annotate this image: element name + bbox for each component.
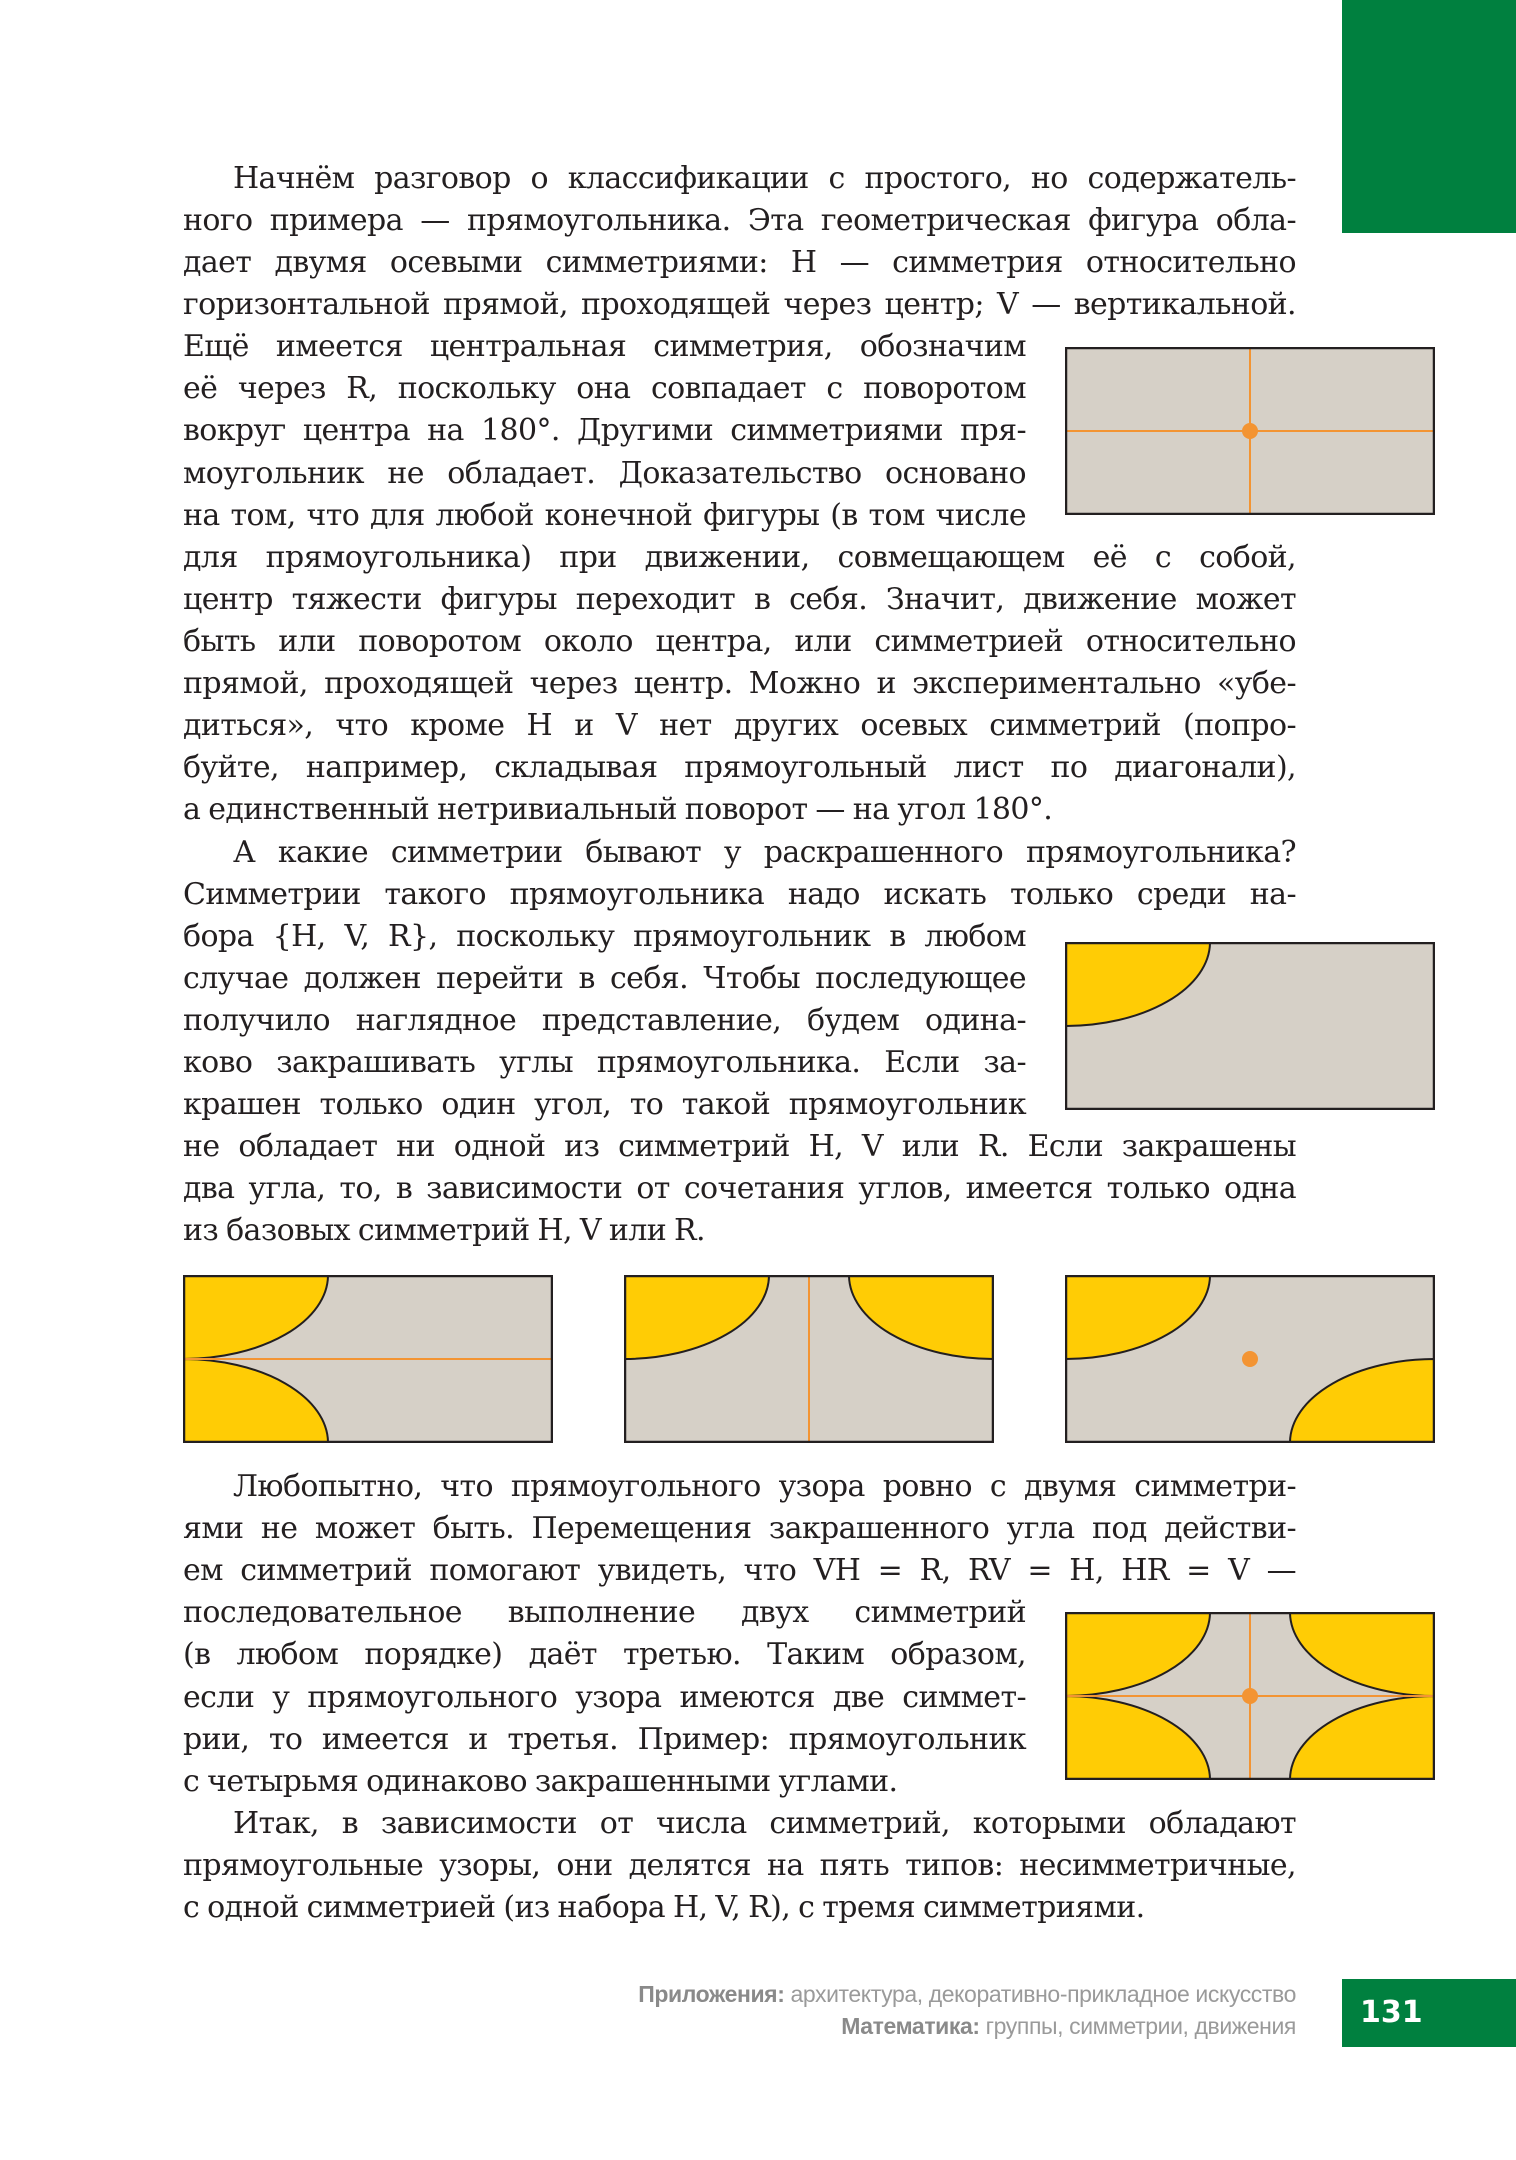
center-point xyxy=(1242,1351,1258,1367)
text-line: дает двумя осевыми симметриями: H — симметрия относительно xyxy=(183,245,1296,280)
text-line: рии, то имеется и третья. Пример: прямоугольник xyxy=(183,1722,1026,1757)
text-line: два угла, то, в зависимости от сочетания углов, имеется только одна xyxy=(183,1171,1296,1206)
text-line: а единственный нетривиальный поворот — на угол 180°. xyxy=(183,792,1053,827)
text-line: центр тяжести фигуры переходит в себя. Значит, движение может xyxy=(183,582,1296,617)
text-line: Итак, в зависимости от числа симметрий, которыми обладают xyxy=(233,1806,1296,1841)
text-line: ково закрашивать углы прямоугольника. Если за- xyxy=(183,1045,1026,1080)
text-line: А какие симметрии бывают у раскрашенного прямоугольника? xyxy=(233,835,1296,870)
figure-two-corners-h xyxy=(183,1275,553,1443)
text-line: из базовых симметрий H, V или R. xyxy=(183,1213,705,1248)
center-point xyxy=(1242,423,1258,439)
text-line: (в любом порядке) даёт третью. Таким образом, xyxy=(183,1637,1026,1672)
footer-applications-label: Приложения: xyxy=(638,1981,785,2007)
footer-mathematics-text: группы, симметрии, движения xyxy=(979,2013,1296,2039)
text-line: Любопытно, что прямоугольного узора ровно с двумя симметри- xyxy=(233,1469,1296,1504)
text-line: диться», что кроме H и V нет других осевых симметрий (попро- xyxy=(183,708,1296,743)
figure-two-corners-v xyxy=(624,1275,994,1443)
text-line: Ещё имеется центральная симметрия, обозначим xyxy=(183,329,1026,364)
text-line: если у прямоугольного узора имеются две симмет- xyxy=(183,1680,1026,1715)
text-line: прямой, проходящей через центр. Можно и экспериментально «убе- xyxy=(183,666,1296,701)
center-point xyxy=(1242,1688,1258,1704)
text-line: с четырьмя одинаково закрашенными углами. xyxy=(183,1764,898,1799)
text-line: Симметрии такого прямоугольника надо искать только среди на- xyxy=(183,877,1296,912)
page-number: 131 xyxy=(1342,1979,1516,2047)
text-line: горизонтальной прямой, проходящей через центр; V — вертикальной. xyxy=(183,287,1296,322)
footer-applications-text: архитектура, декоративно-прикладное искусство xyxy=(784,1981,1296,2007)
text-line: Начнём разговор о классификации с простого, но содержатель- xyxy=(233,161,1296,196)
text-line: быть или поворотом около центра, или симметрией относительно xyxy=(183,624,1296,659)
text-line: для прямоугольника) при движении, совмещающем её с собой, xyxy=(183,540,1296,575)
text-line: последовательное выполнение двух симметрий xyxy=(183,1595,1026,1630)
text-line: ного примера — прямоугольника. Эта геометрическая фигура обла- xyxy=(183,203,1296,238)
chapter-color-tab xyxy=(1342,0,1516,233)
text-line: бора {H, V, R}, поскольку прямоугольник в любом xyxy=(183,919,1026,954)
text-line: случае должен перейти в себя. Чтобы последующее xyxy=(183,961,1026,996)
text-line: на том, что для любой конечной фигуры (в том числе xyxy=(183,498,1026,533)
footer-mathematics-label: Математика: xyxy=(841,2013,980,2039)
text-line: прямоугольные узоры, они делятся на пять типов: несимметричные, xyxy=(183,1848,1296,1883)
figure-one-corner xyxy=(1065,942,1435,1110)
text-line: буйте, например, складывая прямоугольный лист по диагонали), xyxy=(183,750,1296,785)
text-line: ем симметрий помогают увидеть, что VH = R, RV = H, HR = V — xyxy=(183,1553,1296,1588)
text-line: получило наглядное представление, будем одина- xyxy=(183,1003,1026,1038)
text-line: моугольник не обладает. Доказательство основано xyxy=(183,456,1026,491)
text-line: крашен только один угол, то такой прямоугольник xyxy=(183,1087,1026,1122)
text-line: с одной симметрией (из набора H, V, R), с тремя симметриями. xyxy=(183,1890,1145,1925)
figure-rectangle-axes xyxy=(1065,347,1435,515)
text-line: её через R, поскольку она совпадает с поворотом xyxy=(183,371,1026,406)
figure-four-corners xyxy=(1065,1612,1435,1780)
figure-two-corners-r xyxy=(1065,1275,1435,1443)
text-line: не обладает ни одной из симметрий H, V или R. Если закрашены xyxy=(183,1129,1296,1164)
text-line: ями не может быть. Перемещения закрашенного угла под действи- xyxy=(183,1511,1296,1546)
footer-applications xyxy=(638,1978,1296,2010)
text-line: вокруг центра на 180°. Другими симметриями пря- xyxy=(183,413,1026,448)
footer-mathematics xyxy=(638,2010,1296,2042)
footer-subjects xyxy=(638,1978,1296,2042)
